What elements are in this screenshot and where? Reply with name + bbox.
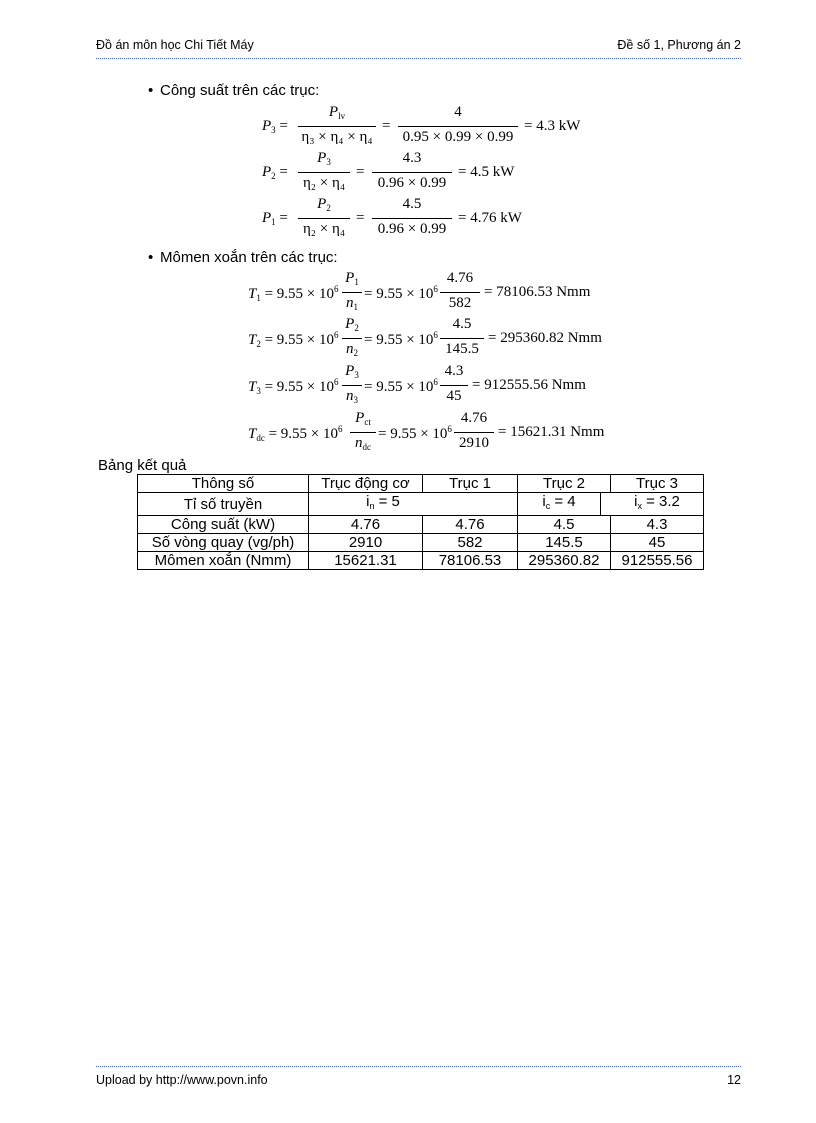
equation-tdc: $T_{dc} = 9.55 \times 10^6$ $P_{ct}$ $n_{dc}$ = $9.55 \times 10^6$ 4.76 2910 = 15621.31 Nmm <box>248 410 605 452</box>
equation-t2: $T_2 = 9.55 \times 10^6$ $P_2$ $n_2$ = $9.55 \times 10^6$ 4.5 145.5 = 295360.82 Nmm <box>248 316 602 358</box>
bullet-icon: • <box>148 82 154 99</box>
page-header <box>96 38 741 59</box>
equation-p1: $P_1$ = $P_2$ η₂ × η₄ = 4.5 0.96 × 0.99 = 4.76 kW <box>262 196 522 237</box>
table-title: Bảng kết quả <box>98 457 187 474</box>
results-table <box>137 474 704 570</box>
table-header-cell: Trục 1 <box>423 475 518 493</box>
table-row: Số vòng quay (vg/ph) 2910 582 145.5 45 <box>138 534 704 552</box>
ratio-ic: $i_c = 4$ <box>518 493 601 515</box>
header-course-title: Đồ án môn học Chi Tiết Máy <box>96 38 254 52</box>
table-row-ratio <box>138 493 704 516</box>
equation-t1: $T_1 = 9.55 \times 10^6$ $P_1$ $n_1$ = $9.55 \times 10^6$ 4.76 582 = 78106.53 Nmm <box>248 270 591 312</box>
table-header-cell: Trục động cơ <box>309 475 423 493</box>
ratio-in-cell: $i_n = 5$ <box>309 493 518 516</box>
row-label: Tỉ số truyền <box>138 493 309 516</box>
page-number: 12 <box>727 1073 741 1087</box>
torque-heading: • Mômen xoắn trên các trục: <box>148 249 338 266</box>
ratio-ic-ix-cell <box>518 493 704 516</box>
table-row: Mômen xoắn (Nmm) 15621.31 78106.53 295360.82 912555.56 <box>138 552 704 570</box>
footer-upload-link[interactable]: Upload by http://www.povn.info <box>96 1073 268 1087</box>
power-heading: • Công suất trên các trục: <box>148 82 320 99</box>
page-footer <box>96 1066 741 1091</box>
table-header-cell: Trục 2 <box>518 475 611 493</box>
table-header-row <box>138 475 704 493</box>
equation-p3: $P_3$ = $P_{lv}$ η₃ × η₄ × η₄ = 4 0.95 × 0.99 × 0.99 = 4.3 kW <box>262 104 581 145</box>
table-row: Công suất (kW) 4.76 4.76 4.5 4.3 <box>138 516 704 534</box>
table-header-cell: Thông số <box>138 475 309 493</box>
bullet-icon: • <box>148 249 154 266</box>
table-header-cell: Trục 3 <box>611 475 704 493</box>
ratio-ix: $i_x = 3.2$ <box>634 493 680 511</box>
header-assignment: Đề số 1, Phương án 2 <box>617 38 741 52</box>
equation-p2: $P_2$ = $P_3$ η₂ × η₄ = 4.3 0.96 × 0.99 = 4.5 kW <box>262 150 515 191</box>
equation-t3: $T_3 = 9.55 \times 10^6$ $P_3$ $n_3$ = $9.55 \times 10^6$ 4.3 45 = 912555.56 Nmm <box>248 363 586 405</box>
